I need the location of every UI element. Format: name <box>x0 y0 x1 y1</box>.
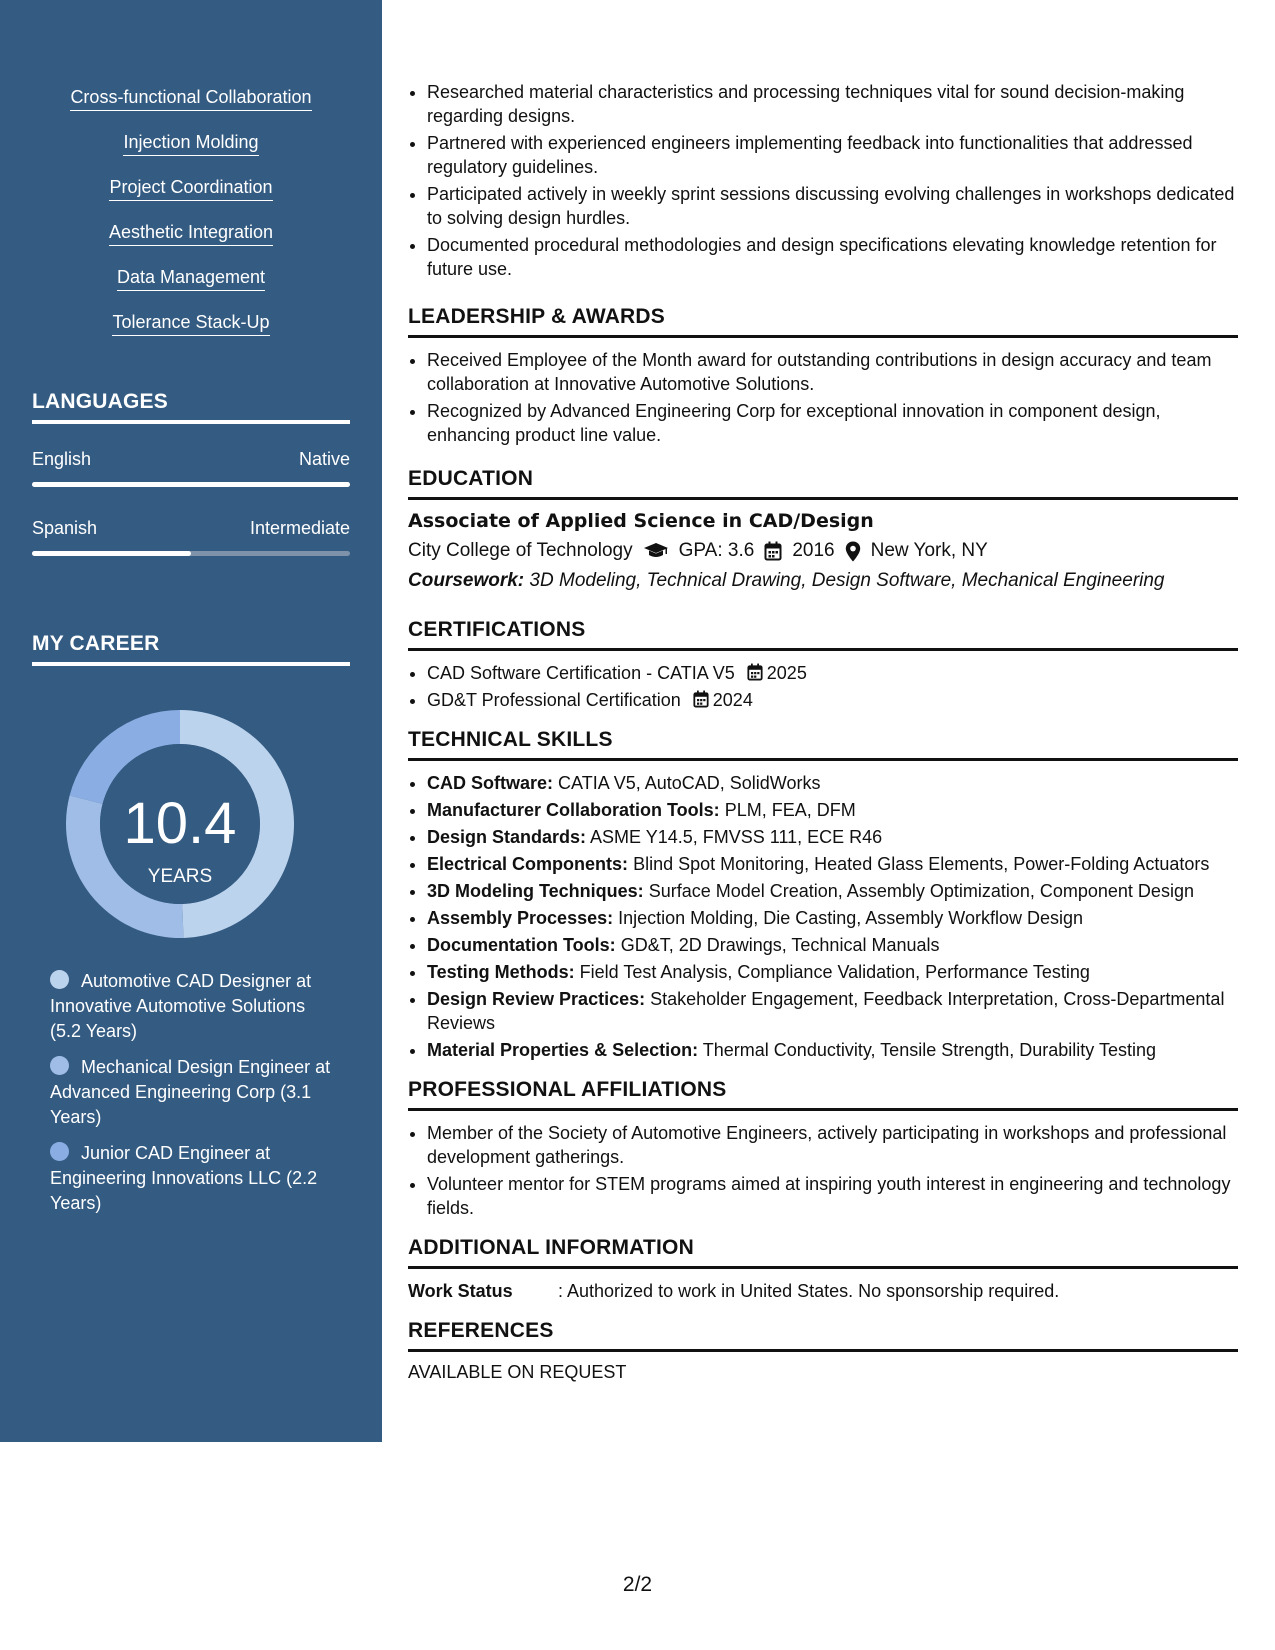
career-legend-dot <box>50 1142 69 1161</box>
skill-item: Data Management <box>117 266 265 291</box>
list-item: • Participated actively in weekly sprint sessions discussing evolving challenges in workshops dedicated to solving design hurdles. <box>427 182 1238 230</box>
skill-value: Field Test Analysis, Compliance Validation, Performance Testing <box>579 962 1090 982</box>
language-bar-fill <box>32 482 350 487</box>
section-heading-additional-info: ADDITIONAL INFORMATION <box>408 1236 1238 1269</box>
skill-item: Tolerance Stack-Up <box>112 311 269 336</box>
list-item: • Received Employee of the Month award for outstanding contributions in design accuracy and team collaboration at Innovative Automotive Solutions. <box>427 348 1238 396</box>
skill-label: Design Review Practices: <box>427 989 646 1009</box>
list-item <box>427 771 1238 795</box>
work-status-value: : Authorized to work in United States. No sponsorship required. <box>558 1281 1060 1301</box>
work-status-label: Work Status <box>408 1281 513 1301</box>
career-heading: MY CAREER <box>32 632 350 666</box>
language-bar-fill <box>32 551 191 556</box>
school-name: City College of Technology <box>408 540 633 561</box>
career-legend-dot <box>50 1056 69 1075</box>
skill-value: ASME Y14.5, FMVSS 111, ECE R46 <box>590 827 883 847</box>
experience-bullets <box>408 80 1238 281</box>
skill-value: Injection Molding, Die Casting, Assembly Workflow Design <box>618 908 1083 928</box>
list-item <box>427 852 1238 876</box>
skill-value: PLM, FEA, DFM <box>724 800 856 820</box>
list-item: • Recognized by Advanced Engineering Corp for exceptional innovation in component design, enhancing product line value. <box>427 399 1238 447</box>
graduation-cap-icon <box>643 542 669 560</box>
skill-label: Documentation Tools: <box>427 935 616 955</box>
skill-label: Electrical Components: <box>427 854 629 874</box>
affiliations-list <box>408 1121 1238 1220</box>
school-location: New York, NY <box>870 540 988 561</box>
career-entry <box>50 969 340 1044</box>
skill-label: Testing Methods: <box>427 962 575 982</box>
list-item <box>427 1038 1238 1062</box>
list-item <box>427 879 1238 903</box>
references-text: AVAILABLE ON REQUEST <box>408 1362 627 1382</box>
language-bar-track <box>32 482 350 487</box>
skill-label: Material Properties & Selection: <box>427 1040 699 1060</box>
skill-label: Design Standards: <box>427 827 587 847</box>
skill-label: CAD Software: <box>427 773 554 793</box>
list-item <box>427 933 1238 957</box>
map-marker-icon <box>845 541 861 562</box>
career-entry <box>50 1055 340 1130</box>
skill-value: GD&T, 2D Drawings, Technical Manuals <box>620 935 940 955</box>
calendar-icon <box>693 690 709 708</box>
skill-value: Stakeholder Engagement, Feedback Interpretation, Cross-Departmental Reviews <box>427 989 1225 1033</box>
career-entry <box>50 1141 340 1216</box>
language-bar-track <box>32 551 350 556</box>
career-total-years: 10.4 <box>123 791 237 856</box>
graduation-year: 2016 <box>792 540 835 561</box>
skill-item: Cross-functional Collaboration <box>70 86 311 111</box>
list-item <box>427 987 1238 1035</box>
languages-heading: LANGUAGES <box>32 390 350 424</box>
language-name: English <box>32 449 92 469</box>
sidebar <box>0 0 382 1442</box>
skill-label: Assembly Processes: <box>427 908 614 928</box>
list-item: • Member of the Society of Automotive Engineers, actively participating in workshops and professional development gatherings. <box>427 1121 1238 1169</box>
list-item: • Partnered with experienced engineers implementing feedback into functionalities that addressed regulatory guidelines. <box>427 131 1238 179</box>
list-item <box>427 825 1238 849</box>
certification-name: CAD Software Certification - CATIA V5 <box>427 663 735 683</box>
list-item: • Documented procedural methodologies and design specifications elevating knowledge retention for future use. <box>427 233 1238 281</box>
career-unit: YEARS <box>147 866 213 887</box>
list-item <box>427 906 1238 930</box>
language-name: Spanish <box>32 518 98 538</box>
skill-item: Project Coordination <box>109 176 272 201</box>
work-status-row <box>408 1279 1238 1303</box>
skill-item: Aesthetic Integration <box>109 221 273 246</box>
skill-item: Injection Molding <box>123 131 258 156</box>
degree-title: Associate of Applied Science in CAD/Design <box>408 510 874 532</box>
main-content <box>408 80 1238 1383</box>
language-level: Native <box>298 449 350 469</box>
skill-value: Surface Model Creation, Assembly Optimization, Component Design <box>648 881 1194 901</box>
career-legend-dot <box>50 970 69 989</box>
section-heading-leadership: LEADERSHIP & AWARDS <box>408 305 1238 338</box>
skills-list <box>0 86 382 356</box>
skill-value: Thermal Conductivity, Tensile Strength, Durability Testing <box>702 1040 1156 1060</box>
certification-year: 2025 <box>766 663 807 683</box>
list-item <box>427 661 1238 685</box>
career-donut-chart <box>62 706 298 942</box>
section-heading-affiliations: PROFESSIONAL AFFILIATIONS <box>408 1078 1238 1111</box>
list-item <box>427 798 1238 822</box>
calendar-icon <box>764 541 782 561</box>
page-number: 2/2 <box>622 1573 653 1596</box>
section-heading-certifications: CERTIFICATIONS <box>408 618 1238 651</box>
section-heading-education: EDUCATION <box>408 467 1238 500</box>
coursework-label: Coursework: <box>408 570 525 591</box>
technical-skills-list <box>408 771 1238 1062</box>
education-details <box>408 540 1238 562</box>
leadership-list <box>408 348 1238 447</box>
list-item <box>427 688 1238 712</box>
career-text: Automotive CAD Designer at Innovative Automotive Solutions (5.2 Years) <box>50 971 312 1041</box>
skill-label: Manufacturer Collaboration Tools: <box>427 800 720 820</box>
career-text: Junior CAD Engineer at Engineering Innovations LLC (2.2 Years) <box>50 1143 318 1213</box>
coursework-value: 3D Modeling, Technical Drawing, Design Software, Mechanical Engineering <box>529 570 1165 591</box>
list-item <box>427 960 1238 984</box>
certifications-list <box>408 661 1238 712</box>
calendar-icon <box>747 663 763 681</box>
skill-label: 3D Modeling Techniques: <box>427 881 644 901</box>
coursework <box>408 570 1238 592</box>
gpa: GPA: 3.6 <box>678 540 755 561</box>
certification-year: 2024 <box>712 690 753 710</box>
skill-value: CATIA V5, AutoCAD, SolidWorks <box>558 773 821 793</box>
skill-value: Blind Spot Monitoring, Heated Glass Elements, Power-Folding Actuators <box>633 854 1210 874</box>
list-item: • Researched material characteristics and processing techniques vital for sound decision-making regarding designs. <box>427 80 1238 128</box>
section-heading-references: REFERENCES <box>408 1319 1238 1352</box>
certification-name: GD&T Professional Certification <box>427 690 681 710</box>
career-text: Mechanical Design Engineer at Advanced Engineering Corp (3.1 Years) <box>50 1057 331 1127</box>
language-level: Intermediate <box>249 518 350 538</box>
list-item: • Volunteer mentor for STEM programs aimed at inspiring youth interest in engineering and technology fields. <box>427 1172 1238 1220</box>
section-heading-technical-skills: TECHNICAL SKILLS <box>408 728 1238 761</box>
